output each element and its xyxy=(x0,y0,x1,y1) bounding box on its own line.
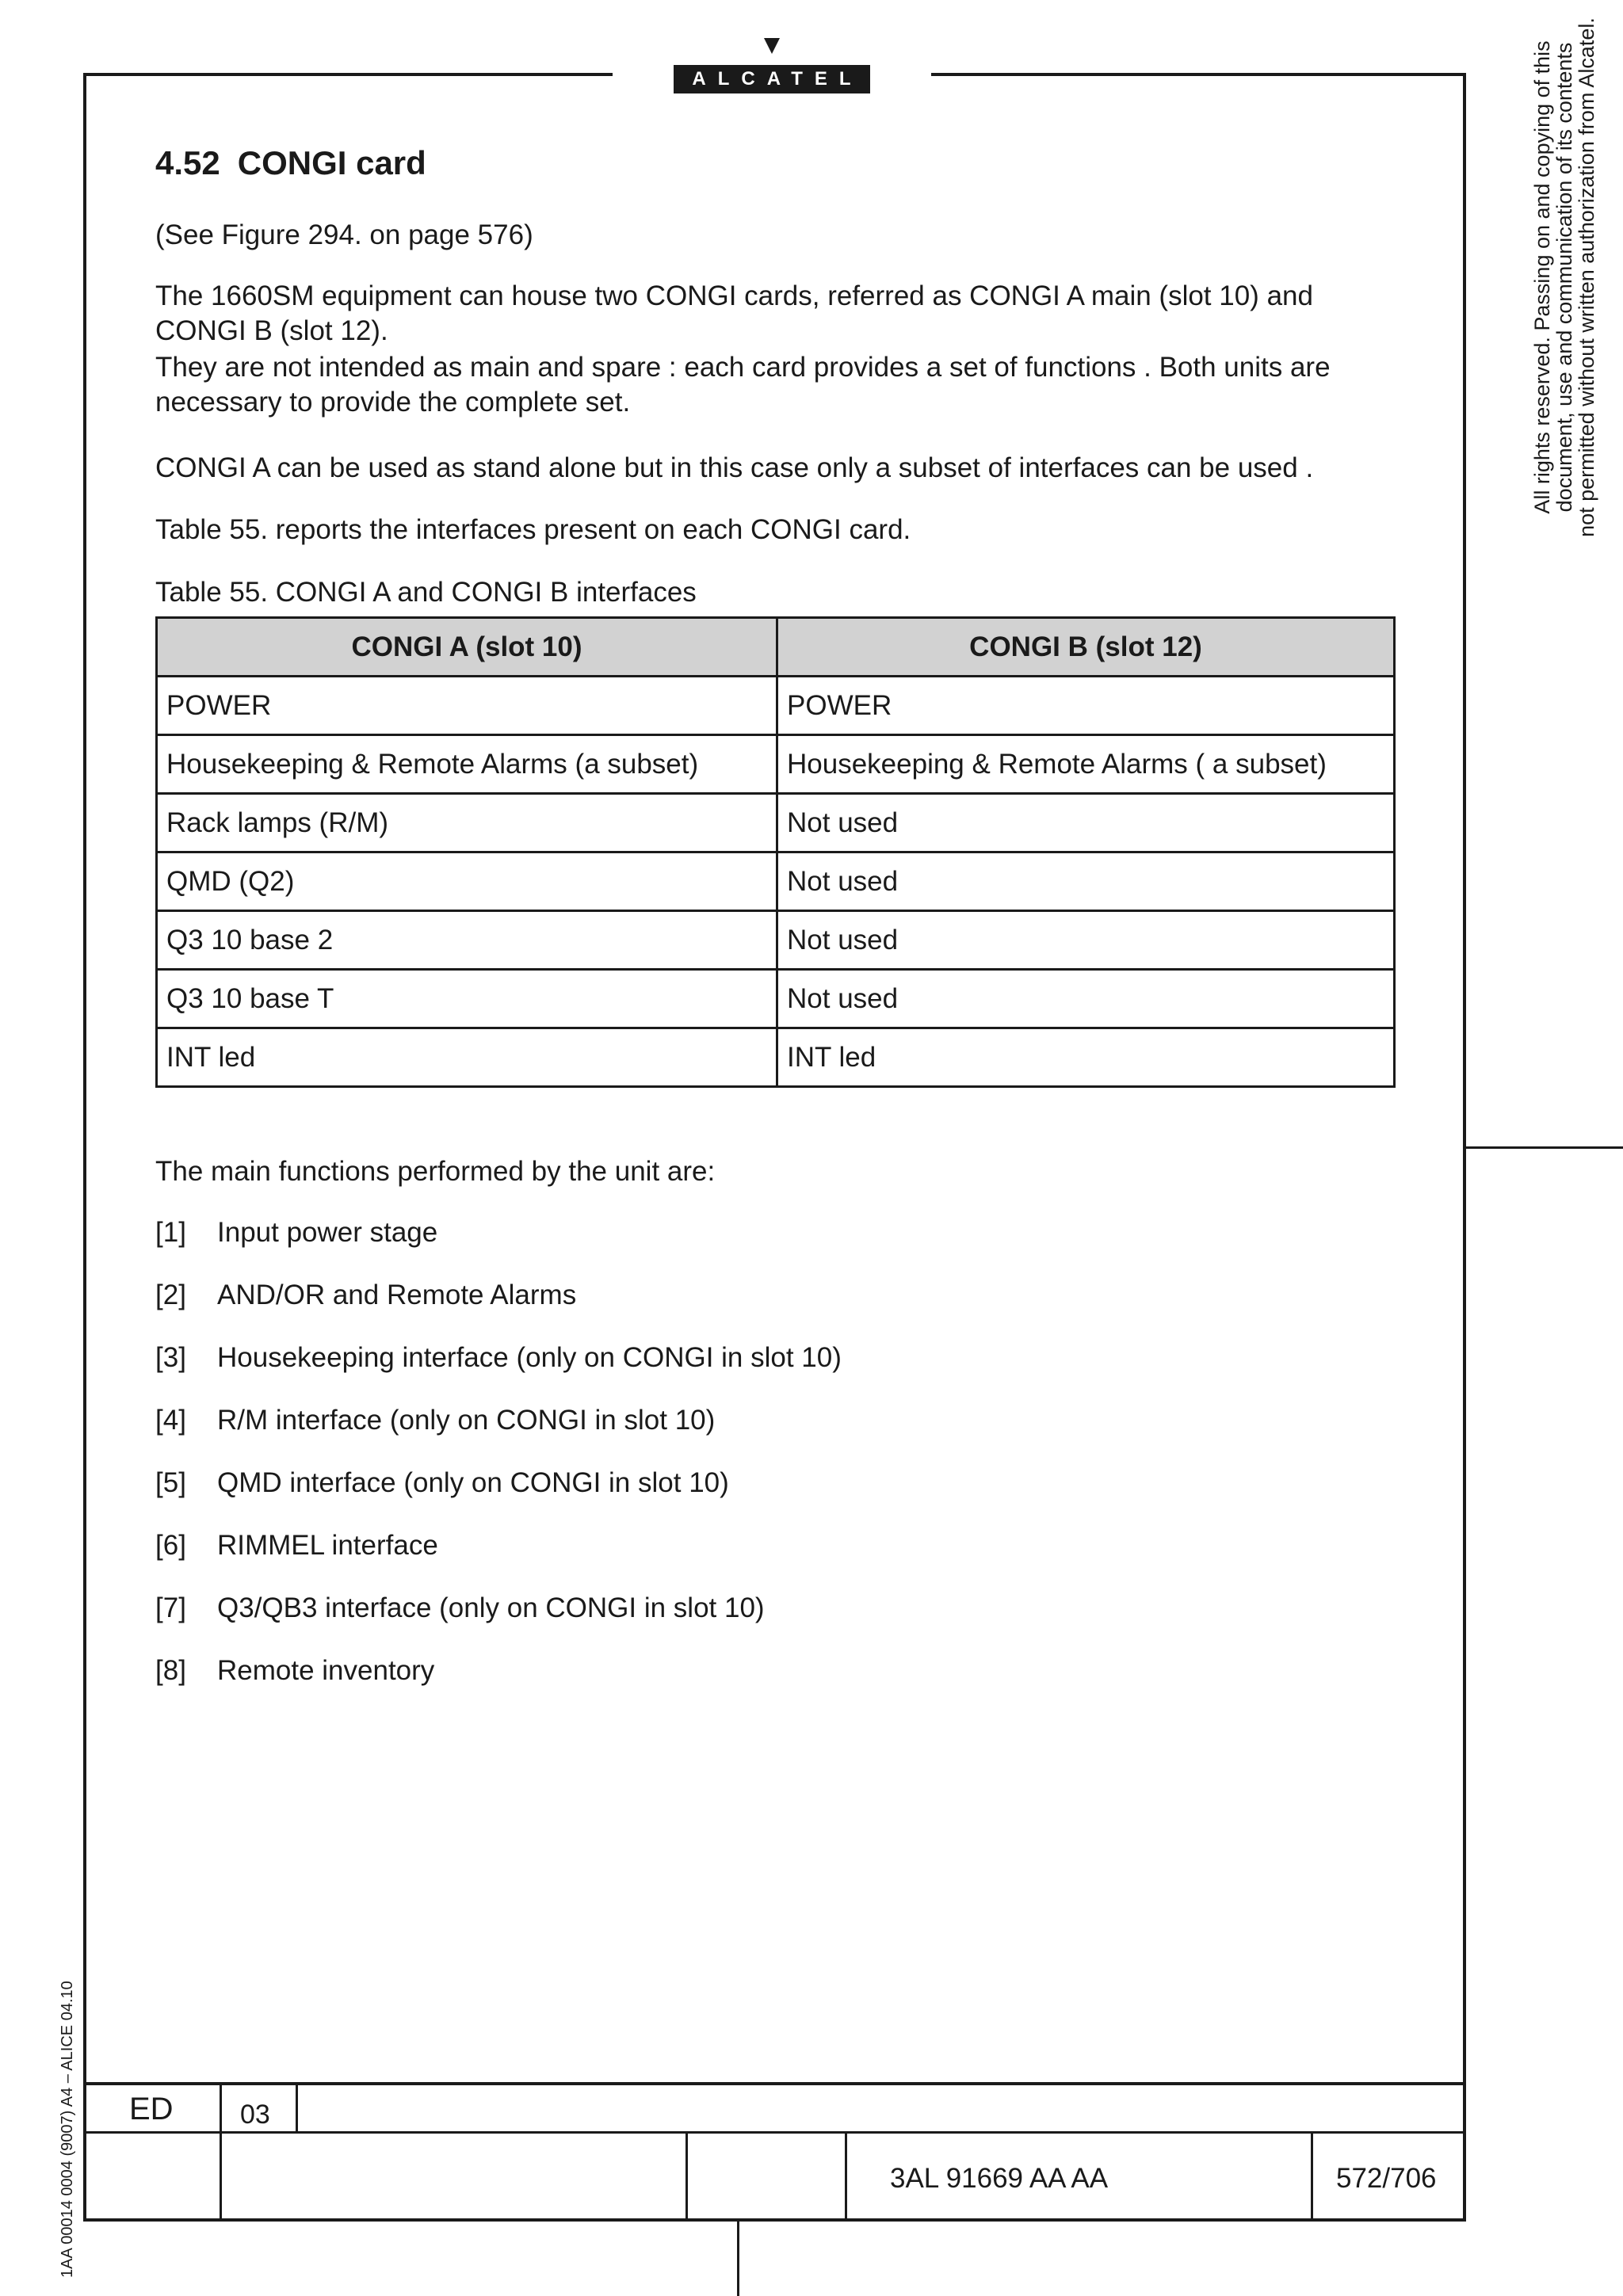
footer-divider xyxy=(83,2131,1466,2134)
table-cell: Housekeeping & Remote Alarms (a subset) xyxy=(157,735,777,794)
form-code: 1AA 00014 0004 (9007) A4 – ALICE 04.10 xyxy=(59,1981,76,2278)
table-cell: Not used xyxy=(777,970,1395,1028)
stand-alone-paragraph: CONGI A can be used as stand alone but in this case only a subset of interfaces can be used . xyxy=(155,452,1314,483)
rights-notice xyxy=(1531,0,1598,555)
table-cell: INT led xyxy=(157,1028,777,1087)
table-row xyxy=(157,970,1395,1028)
section-title xyxy=(155,144,426,182)
rights-notice-line: document, use and communication of its contents xyxy=(1552,42,1576,513)
list-item xyxy=(155,1466,842,1528)
table-cell: QMD (Q2) xyxy=(157,852,777,911)
list-item-number: [3] xyxy=(155,1342,186,1373)
list-item-text: Q3/QB3 interface (only on CONGI in slot 10) xyxy=(217,1592,765,1623)
footer-divider xyxy=(685,2131,688,2222)
list-item xyxy=(155,1215,842,1278)
table-cell: Not used xyxy=(777,852,1395,911)
table-reference-paragraph: Table 55. reports the interfaces present on each CONGI card. xyxy=(155,514,911,545)
list-item-number: [2] xyxy=(155,1280,186,1310)
frame-top-right xyxy=(931,73,1466,76)
list-item-text: Housekeeping interface (only on CONGI in slot 10) xyxy=(217,1342,842,1373)
list-item-number: [5] xyxy=(155,1467,186,1498)
list-item xyxy=(155,1528,842,1591)
table-cell: Not used xyxy=(777,794,1395,852)
table-cell: POWER xyxy=(157,677,777,735)
table-row xyxy=(157,794,1395,852)
column-header-congi-a: CONGI A (slot 10) xyxy=(157,618,777,677)
bottom-tick xyxy=(737,2218,739,2296)
footer-divider xyxy=(845,2131,847,2222)
table-header-row xyxy=(157,618,1395,677)
column-header-congi-b: CONGI B (slot 12) xyxy=(777,618,1395,677)
footer-divider xyxy=(83,2082,1466,2085)
list-item-text: RIMMEL interface xyxy=(217,1530,438,1561)
section-number: 4.52 xyxy=(155,144,220,181)
table-cell: Housekeeping & Remote Alarms ( a subset) xyxy=(777,735,1395,794)
functions-list xyxy=(155,1215,842,1716)
footer-divider xyxy=(220,2082,222,2222)
list-item-number: [6] xyxy=(155,1530,186,1561)
list-item xyxy=(155,1341,842,1403)
page-number: 572/706 xyxy=(1336,2163,1437,2194)
table-cell: Rack lamps (R/M) xyxy=(157,794,777,852)
side-tick xyxy=(1463,1146,1623,1149)
table-row xyxy=(157,677,1395,735)
footer-divider xyxy=(296,2082,298,2131)
table-row xyxy=(157,735,1395,794)
document-code: 3AL 91669 AA AA xyxy=(890,2163,1109,2194)
list-item-number: [1] xyxy=(155,1217,186,1248)
frame-top-left xyxy=(83,73,613,76)
interfaces-table xyxy=(155,616,1396,1088)
section-title-text: CONGI card xyxy=(237,144,426,181)
table-row xyxy=(157,911,1395,970)
list-item xyxy=(155,1591,842,1653)
rights-notice-line: All rights reserved. Passing on and copying of this xyxy=(1530,40,1554,514)
footer-divider xyxy=(1311,2131,1313,2222)
table-caption: Table 55. CONGI A and CONGI B interfaces xyxy=(155,577,697,608)
list-item xyxy=(155,1278,842,1341)
edition-value: 03 xyxy=(240,2100,270,2130)
edition-label: ED xyxy=(129,2092,174,2126)
table-cell: Q3 10 base 2 xyxy=(157,911,777,970)
frame-bottom xyxy=(83,2218,1466,2222)
list-item-number: [4] xyxy=(155,1405,186,1436)
logo-triangle-icon xyxy=(764,38,780,54)
functions-intro: The main functions performed by the unit are: xyxy=(155,1156,716,1187)
see-figure-paragraph: (See Figure 294. on page 576) xyxy=(155,219,533,250)
list-item xyxy=(155,1403,842,1466)
list-item-text: Input power stage xyxy=(217,1217,438,1248)
list-item-text: Remote inventory xyxy=(217,1655,435,1686)
list-item-number: [8] xyxy=(155,1655,186,1686)
table-cell: Not used xyxy=(777,911,1395,970)
list-item xyxy=(155,1653,842,1716)
logo-text: ALCATEL xyxy=(674,65,870,93)
not-spare-paragraph: They are not intended as main and spare : each card provides a set of functions . Both units are necessary to provide the complete set. xyxy=(155,352,1331,418)
table-row xyxy=(157,1028,1395,1087)
table-cell: POWER xyxy=(777,677,1395,735)
rights-notice-line: not permitted without written authorization from Alcatel. xyxy=(1575,17,1598,537)
table-cell: Q3 10 base T xyxy=(157,970,777,1028)
alcatel-logo xyxy=(674,38,870,95)
list-item-text: R/M interface (only on CONGI in slot 10) xyxy=(217,1405,716,1436)
list-item-text: AND/OR and Remote Alarms xyxy=(217,1280,577,1310)
table-row xyxy=(157,852,1395,911)
list-item-number: [7] xyxy=(155,1592,186,1623)
housing-paragraph: The 1660SM equipment can house two CONGI cards, referred as CONGI A main (slot 10) and CONGI B (slot 12). xyxy=(155,280,1313,346)
list-item-text: QMD interface (only on CONGI in slot 10) xyxy=(217,1467,729,1498)
table-cell: INT led xyxy=(777,1028,1395,1087)
frame-left xyxy=(83,73,86,2222)
